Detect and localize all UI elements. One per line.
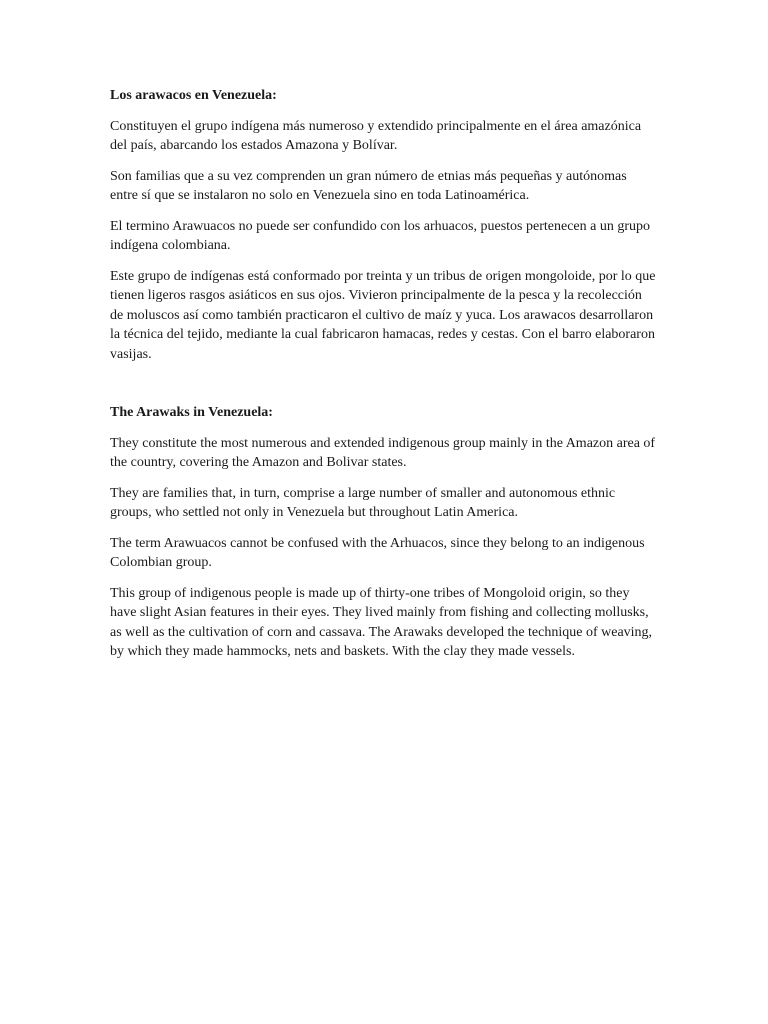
english-section-title: The Arawaks in Venezuela: [110,405,273,420]
english-paragraph-3: The term Arawuacos cannot be confused with the Arhuacos, since they belong to an indigenous Colombian group. [110,535,645,570]
spanish-paragraph-3: El termino Arawuacos no puede ser confundido con los arhuacos, puestos pertenecen a un grupo indígena colombiana. [110,218,651,253]
english-paragraph-4: This group of indigenous people is made up of thirty-one tribes of Mongoloid origin, so they have slight Asian features in their eyes. They lived mainly from fishing and collecting mollusks, as well as the cultivation of corn and cassava. The Arawaks developed the technique of weaving, by which they made hammocks, nets and baskets. With the clay they made vessels. [110,585,653,659]
english-paragraph-1: They constitute the most numerous and extended indigenous group mainly in the Amazon area of the country, covering the Amazon and Bolivar states. [110,435,656,470]
document-body [110,86,658,673]
spanish-paragraph-4: Este grupo de indígenas está conformado por treinta y un tribus de origen mongoloide, por lo que tienen ligeros rasgos asiáticos en sus ojos. Vivieron principalmente de la pesca y la recolección de moluscos así como también practicaron el cultivo de maíz y yuca. Los arawacos desarrollaron la técnica del tejido, mediante la cual fabricaron hamacas, redes y cestas. Con el barro elaboraron vasijas. [110,268,656,362]
section-spacer [110,375,658,403]
spanish-section-title: Los arawacos en Venezuela: [110,88,277,103]
spanish-paragraph-2: Son familias que a su vez comprenden un gran número de etnias más pequeñas y autónomas entre sí que se instalaron no solo en Venezuela sino en toda Latinoamérica. [110,168,627,203]
spanish-paragraph-1: Constituyen el grupo indígena más numeroso y extendido principalmente en el área amazónica del país, abarcando los estados Amazona y Bolívar. [110,118,642,153]
english-paragraph-2: They are families that, in turn, comprise a large number of smaller and autonomous ethnic groups, who settled not only in Venezuela but throughout Latin America. [110,485,616,520]
